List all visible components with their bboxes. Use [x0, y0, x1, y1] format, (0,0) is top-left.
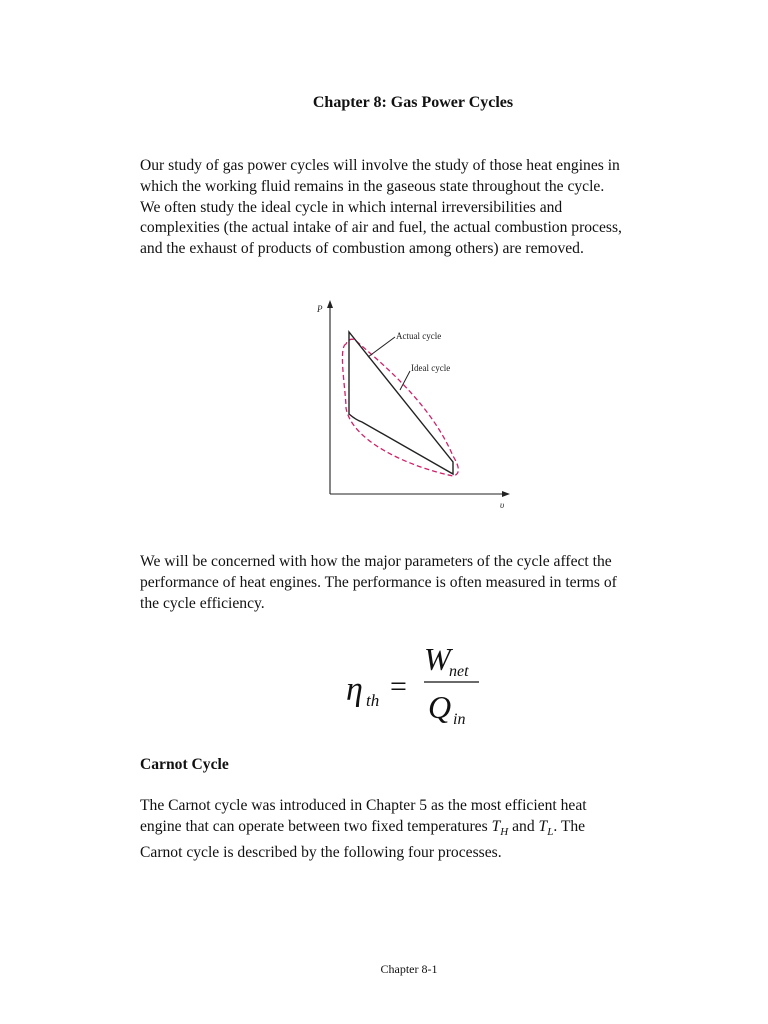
page-footer: Chapter 8-1	[380, 962, 438, 976]
performance-paragraph	[140, 552, 700, 614]
carnot-heading: Carnot Cycle	[140, 756, 229, 773]
carnot-line	[140, 817, 700, 843]
intro-line: complexities (the actual intake of air and fuel, the actual combustion process,	[140, 219, 622, 237]
carnot-line: Carnot cycle is described by the following four processes.	[140, 843, 502, 861]
eta-symbol: η	[346, 671, 363, 708]
efficiency-formula	[340, 634, 490, 738]
actual-cycle-label: Actual cycle	[396, 331, 442, 341]
performance-line: performance of heat engines. The performance is often measured in terms of	[140, 573, 617, 591]
actual-cycle-curve	[349, 332, 453, 474]
intro-line: and the exhaust of products of combustion among others) are removed.	[140, 240, 584, 258]
intro-line: which the working fluid remains in the gaseous state throughout the cycle.	[140, 177, 605, 195]
carnot-text: . The	[553, 817, 586, 835]
carnot-paragraph	[140, 796, 700, 864]
carnot-line: The Carnot cycle was introduced in Chapter 5 as the most efficient heat	[140, 797, 587, 814]
numerator-symbol: W	[424, 641, 451, 677]
intro-paragraph	[140, 156, 700, 260]
page-title: Chapter 8: Gas Power Cycles	[312, 94, 514, 111]
intro-line: We often study the ideal cycle in which internal irreversibilities and	[140, 198, 563, 216]
denominator-subscript: in	[453, 711, 466, 728]
denominator-symbol: Q	[428, 689, 452, 725]
temperature-low-subscript: L	[547, 825, 554, 838]
temperature-high-subscript: H	[500, 825, 509, 838]
equals-sign: =	[390, 670, 407, 703]
actual-cycle-leader	[368, 337, 395, 357]
numerator-subscript: net	[449, 663, 469, 680]
performance-line: the cycle efficiency.	[140, 594, 265, 612]
x-axis-label: υ	[500, 500, 505, 510]
ideal-cycle-curve	[342, 339, 458, 476]
y-axis-label: P	[317, 304, 323, 314]
x-axis-arrow	[502, 491, 510, 497]
temperature-low-symbol: T	[538, 817, 548, 835]
performance-line: We will be concerned with how the major parameters of the cycle affect the	[140, 553, 612, 570]
carnot-text: engine that can operate between two fixed temperatures	[140, 817, 492, 835]
carnot-text: and	[508, 817, 539, 835]
y-axis-arrow	[327, 300, 333, 308]
ideal-cycle-label: Ideal cycle	[411, 363, 451, 373]
pv-diagram	[310, 292, 516, 514]
eta-subscript: th	[366, 691, 380, 710]
temperature-high-symbol: T	[491, 817, 501, 835]
intro-line: Our study of gas power cycles will involve the study of those heat engines in	[140, 157, 620, 174]
